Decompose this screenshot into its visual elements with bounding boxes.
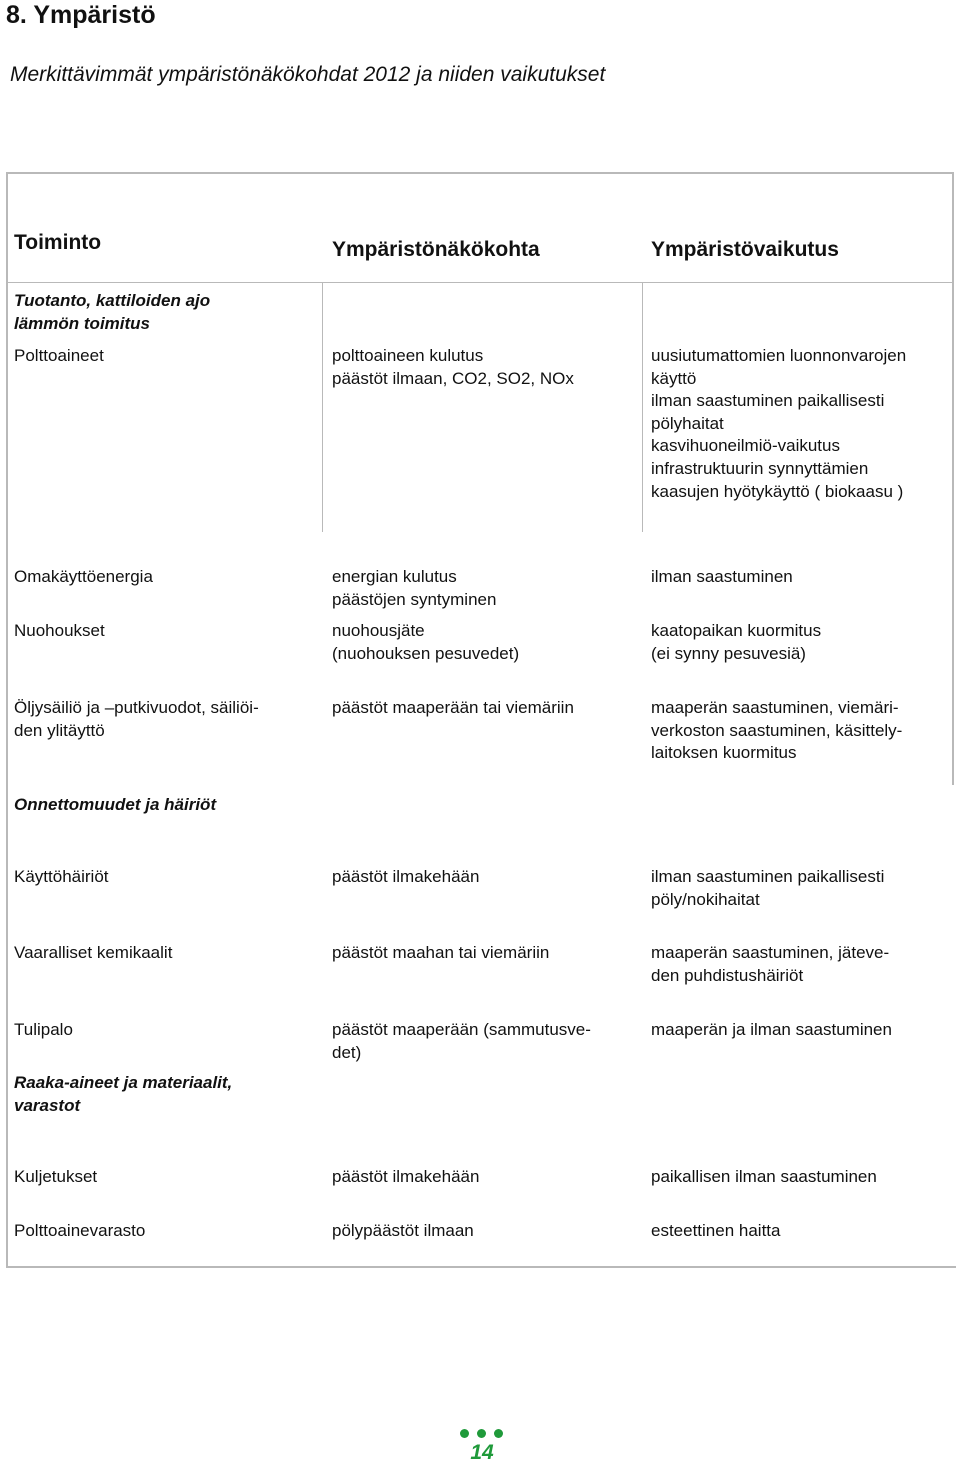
section-production: Tuotanto, kattiloiden ajo lämmön toimitus [14, 291, 211, 333]
page-dots-decoration [460, 1426, 504, 1440]
column-header-activity: Toiminto [14, 231, 102, 254]
row-aspect: pölypäästöt ilmaan [332, 1221, 474, 1240]
column-header-impact: Ympäristövaikutus [651, 238, 839, 261]
row-aspect: päästöt ilmakehään [332, 867, 480, 886]
row-impact: kaatopaikan kuormitus (ei synny pesuvesiä) [651, 621, 822, 663]
column-header-aspect: Ympäristönäkökohta [332, 238, 540, 261]
row-activity: Vaaralliset kemikaalit [14, 943, 173, 962]
page-subtitle: Merkittävimmät ympäristönäkökohdat 2012 ja niiden vaikutukset [10, 63, 606, 86]
row-activity: Kuljetukset [14, 1167, 98, 1186]
row-aspect: polttoaineen kulutus päästöt ilmaan, CO2, SO2, NOx [332, 346, 574, 388]
row-impact: maaperän saastuminen, viemäri- verkoston saastuminen, käsittely- laitoksen kuormitus [651, 698, 903, 763]
row-activity: Käyttöhäiriöt [14, 867, 109, 886]
row-aspect: energian kulutus päästöjen syntyminen [332, 567, 497, 609]
page-number: 14 [470, 1441, 494, 1464]
row-impact: maaperän saastuminen, jäteve- den puhdistushäiriöt [651, 943, 890, 985]
page-heading: 8. Ympäristö [6, 1, 156, 29]
section-incidents: Onnettomuudet ja häiriöt [14, 795, 217, 814]
section-materials: Raaka-aineet ja materiaalit, varastot [14, 1073, 233, 1115]
row-aspect: päästöt ilmakehään [332, 1167, 480, 1186]
row-aspect: nuohousjäte (nuohouksen pesuvedet) [332, 621, 520, 663]
row-impact: uusiutumattomien luonnonvarojen käyttö ilman saastuminen paikallisesti pölyhaitat kasvihuoneilmiö-vaikutus infrastruktuurin synnyttämien kaasujen hyötykäyttö ( biokaasu ) [651, 346, 907, 501]
row-aspect: päästöt maaperään (sammutusve- det) [332, 1020, 591, 1062]
row-activity: Tulipalo [14, 1020, 73, 1039]
row-impact: maaperän ja ilman saastuminen [651, 1020, 892, 1039]
row-impact: ilman saastuminen [651, 567, 793, 586]
row-impact: ilman saastuminen paikallisesti pöly/nokihaitat [651, 867, 885, 909]
row-activity: Omakäyttöenergia [14, 567, 153, 586]
row-impact: paikallisen ilman saastuminen [651, 1167, 877, 1186]
row-aspect: päästöt maaperään tai viemäriin [332, 698, 574, 717]
row-activity: Polttoaineet [14, 346, 104, 365]
row-activity: Nuohoukset [14, 621, 105, 640]
row-activity: Polttoainevarasto [14, 1221, 146, 1240]
row-aspect: päästöt maahan tai viemäriin [332, 943, 550, 962]
row-impact: esteettinen haitta [651, 1221, 781, 1240]
row-activity: Öljysäiliö ja –putkivuodot, säiliöi- den ylitäyttö [14, 698, 259, 740]
